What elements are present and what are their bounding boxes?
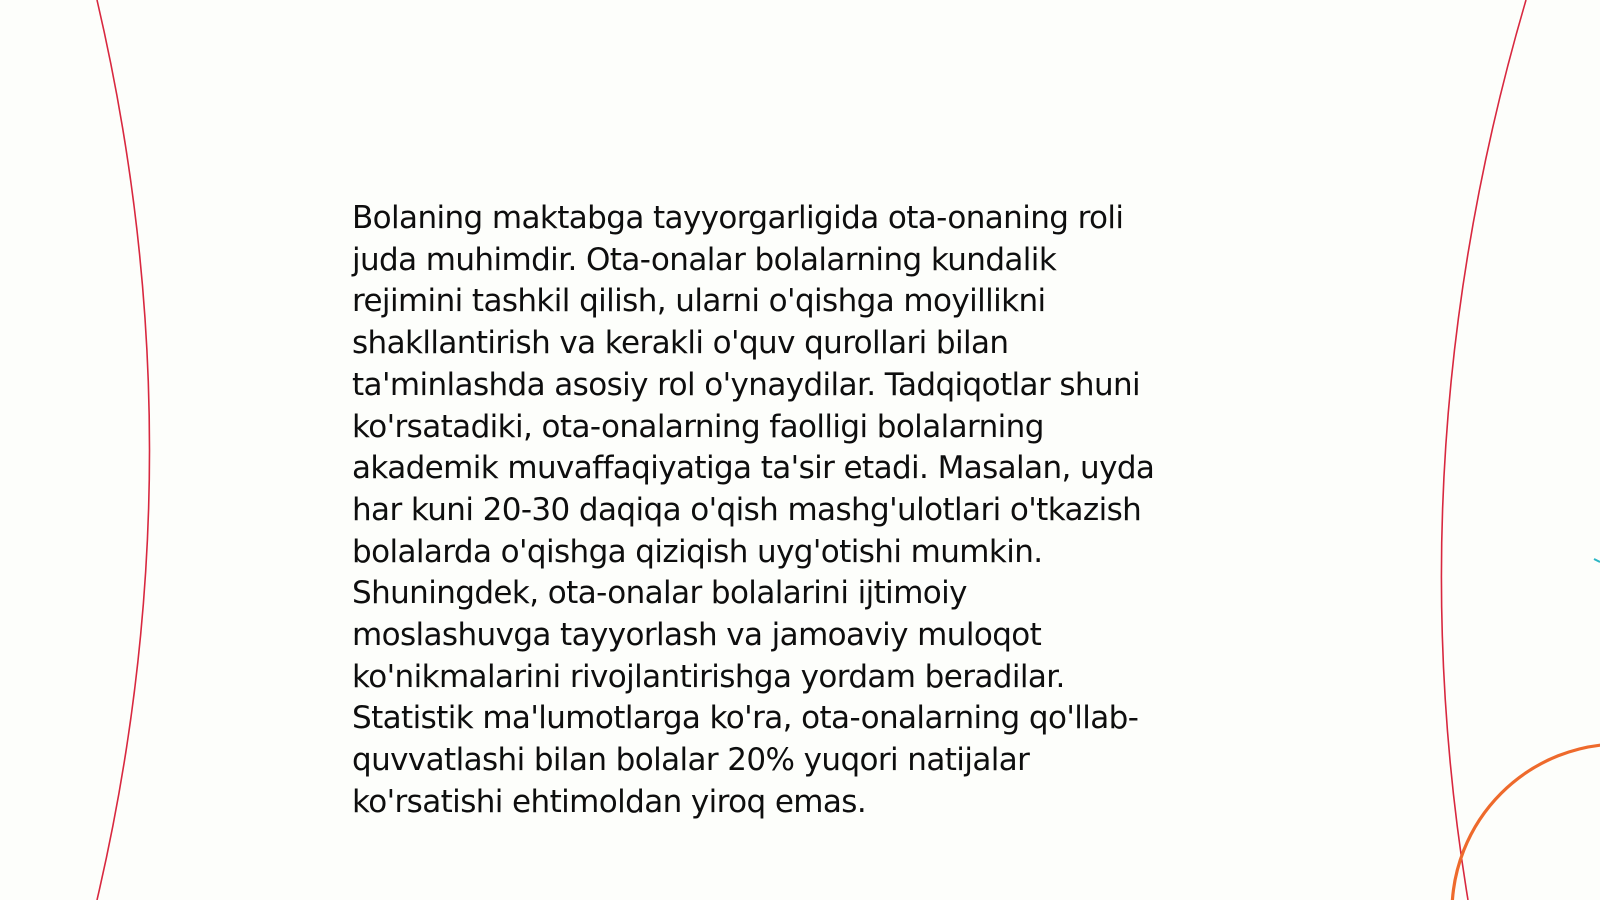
orange-arc bbox=[1452, 744, 1600, 900]
teal-mark bbox=[1594, 559, 1600, 562]
body-line: juda muhimdir. Ota-onalar bolalarning kundalik bbox=[352, 241, 1057, 278]
body-line: Bolaning maktabga tayyorgarligida ota-onaning roli bbox=[352, 200, 1124, 236]
body-line: ko'rsatishi ehtimoldan yiroq emas. bbox=[352, 783, 867, 820]
body-line: ko'rsatadiki, ota-onalarning faolligi bolalarning bbox=[352, 408, 1044, 445]
body-line: moslashuvga tayyorlash va jamoaviy muloqot bbox=[352, 617, 1042, 654]
body-line: Shuningdek, ota-onalar bolalarini ijtimoiy bbox=[352, 575, 967, 612]
left-curve-line bbox=[97, 0, 150, 900]
body-line: shakllantirish va kerakli o'quv qurollari bilan bbox=[352, 325, 1009, 362]
body-line: Statistik ma'lumotlarga ko'ra, ota-onalarning qo'llab- bbox=[352, 700, 1139, 737]
slide-body-text bbox=[352, 198, 1212, 824]
body-line: bolalarda o'qishga qiziqish uyg'otishi mumkin. bbox=[352, 533, 1043, 570]
right-curve-line bbox=[1441, 0, 1526, 900]
body-line: ko'nikmalarini rivojlantirishga yordam beradilar. bbox=[352, 658, 1065, 695]
body-line: quvvatlashi bilan bolalar 20% yuqori natijalar bbox=[352, 742, 1030, 779]
body-line: har kuni 20-30 daqiqa o'qish mashg'ulotlari o'tkazish bbox=[352, 491, 1142, 528]
body-line: akademik muvaffaqiyatiga ta'sir etadi. Masalan, uyda bbox=[352, 450, 1155, 487]
body-line: rejimini tashkil qilish, ularni o'qishga moyillikni bbox=[352, 283, 1046, 320]
body-line: ta'minlashda asosiy rol o'ynaydilar. Tadqiqotlar shuni bbox=[352, 366, 1141, 403]
